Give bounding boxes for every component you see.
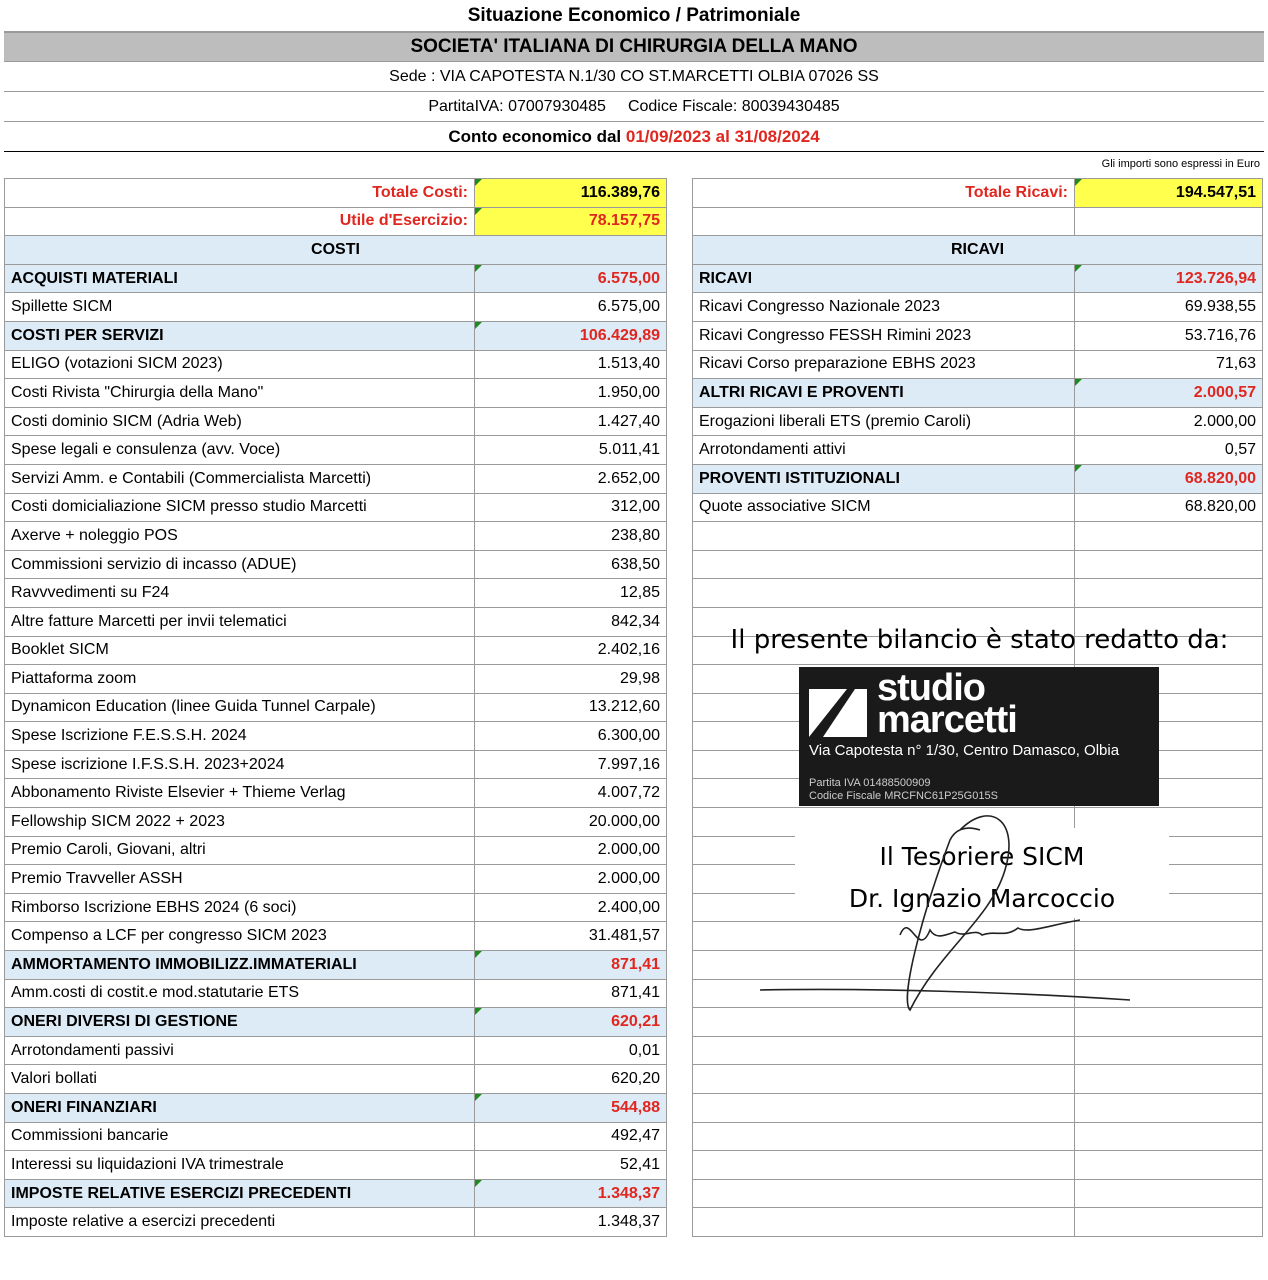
empty-cell (693, 1122, 1075, 1151)
section-label: AMMORTAMENTO IMMOBILIZZ.IMMATERIALI (5, 951, 475, 980)
section-row (693, 379, 1263, 408)
item-label: Compenso a LCF per congresso SICM 2023 (5, 922, 475, 951)
item-label: Costi Rivista "Chirurgia della Mano" (5, 379, 475, 408)
logo-fiscal: Partita IVA 01488500909 Codice Fiscale MRCFNC61P25G015S (809, 777, 998, 802)
utile-label: Utile d'Esercizio: (5, 207, 475, 236)
item-amount: 2.400,00 (475, 893, 667, 922)
item-label: Commissioni servizio di incasso (ADUE) (5, 550, 475, 579)
section-label: ONERI FINANZIARI (5, 1094, 475, 1123)
costi-heading: COSTI (5, 236, 667, 265)
table-row (693, 293, 1263, 322)
section-total: 620,21 (475, 1008, 667, 1037)
item-amount: 7.997,16 (475, 750, 667, 779)
empty-cell (693, 1036, 1075, 1065)
item-label: Ricavi Congresso FESSH Rimini 2023 (693, 321, 1075, 350)
logo-mark-icon (809, 679, 867, 737)
item-label: Costi dominio SICM (Adria Web) (5, 407, 475, 436)
item-amount: 5.011,41 (475, 436, 667, 465)
section-row (5, 1179, 667, 1208)
tesoriere-box (795, 828, 1169, 918)
table-row (5, 464, 667, 493)
item-label: Abbonamento Riviste Elsevier + Thieme Verlag (5, 779, 475, 808)
item-label: Premio Travveller ASSH (5, 865, 475, 894)
totale-costi-value: 116.389,76 (475, 179, 667, 208)
item-amount: 492,47 (475, 1122, 667, 1151)
item-amount: 13.212,60 (475, 693, 667, 722)
section-total: 106.429,89 (475, 321, 667, 350)
sede-address: Sede : VIA CAPOTESTA N.1/30 CO ST.MARCETTI OLBIA 07026 SS (4, 62, 1264, 92)
table-row (5, 1122, 667, 1151)
empty-cell (1075, 550, 1263, 579)
item-label: Spillette SICM (5, 293, 475, 322)
item-amount: 52,41 (475, 1151, 667, 1180)
empty-cell (693, 922, 1075, 951)
section-total: 1.348,37 (475, 1179, 667, 1208)
section-row (693, 264, 1263, 293)
section-total: 2.000,57 (1075, 379, 1263, 408)
section-label: IMPOSTE RELATIVE ESERCIZI PRECEDENTI (5, 1179, 475, 1208)
empty-cell (1075, 1036, 1263, 1065)
section-row (5, 1094, 667, 1123)
empty-cell (1075, 1122, 1263, 1151)
ricavi-heading: RICAVI (693, 236, 1263, 265)
empty-cell (693, 522, 1075, 551)
table-row (5, 750, 667, 779)
empty-row (693, 1036, 1263, 1065)
empty-row (693, 1179, 1263, 1208)
studio-marcetti-logo (799, 667, 1159, 806)
item-amount: 68.820,00 (1075, 493, 1263, 522)
empty-cell (1075, 579, 1263, 608)
item-amount: 842,34 (475, 607, 667, 636)
empty-cell (693, 1151, 1075, 1180)
table-row (5, 1065, 667, 1094)
item-amount: 2.000,00 (475, 836, 667, 865)
table-row (5, 979, 667, 1008)
item-amount: 0,01 (475, 1036, 667, 1065)
table-row (5, 1036, 667, 1065)
item-label: Spese legali e consulenza (avv. Voce) (5, 436, 475, 465)
section-total: 123.726,94 (1075, 264, 1263, 293)
table-row (5, 722, 667, 751)
item-label: Ricavi Congresso Nazionale 2023 (693, 293, 1075, 322)
item-amount: 6.575,00 (475, 293, 667, 322)
item-label: Spese iscrizione I.F.S.S.H. 2023+2024 (5, 750, 475, 779)
item-amount: 29,98 (475, 665, 667, 694)
item-amount: 1.950,00 (475, 379, 667, 408)
item-amount: 2.652,00 (475, 464, 667, 493)
item-amount: 31.481,57 (475, 922, 667, 951)
document-title: Situazione Economico / Patrimoniale (4, 0, 1264, 32)
item-label: Rimborso Iscrizione EBHS 2024 (6 soci) (5, 893, 475, 922)
empty-cell (1075, 207, 1263, 236)
empty-cell (1075, 951, 1263, 980)
item-amount: 1.427,40 (475, 407, 667, 436)
item-amount: 620,20 (475, 1065, 667, 1094)
totale-ricavi-value: 194.547,51 (1075, 179, 1263, 208)
tesoriere-title: Il Tesoriere SICM (879, 842, 1085, 871)
table-row (5, 865, 667, 894)
utile-value: 78.157,75 (475, 207, 667, 236)
item-amount: 12,85 (475, 579, 667, 608)
empty-row (693, 1008, 1263, 1037)
empty-cell (1075, 979, 1263, 1008)
empty-cell (693, 1208, 1075, 1237)
empty-row (693, 1122, 1263, 1151)
section-row (5, 264, 667, 293)
section-label: RICAVI (693, 264, 1075, 293)
table-row (5, 836, 667, 865)
empty-cell (693, 579, 1075, 608)
item-amount: 2.000,00 (475, 865, 667, 894)
item-label: ELIGO (votazioni SICM 2023) (5, 350, 475, 379)
empty-row (693, 979, 1263, 1008)
item-amount: 69.938,55 (1075, 293, 1263, 322)
table-row (5, 493, 667, 522)
item-amount: 53.716,76 (1075, 321, 1263, 350)
section-total: 68.820,00 (1075, 464, 1263, 493)
item-label: Premio Caroli, Giovani, altri (5, 836, 475, 865)
item-amount: 6.300,00 (475, 722, 667, 751)
section-row (5, 1008, 667, 1037)
item-label: Quote associative SICM (693, 493, 1075, 522)
table-row (5, 693, 667, 722)
costi-table (4, 178, 667, 1237)
section-total: 6.575,00 (475, 264, 667, 293)
empty-cell (693, 951, 1075, 980)
table-row (5, 379, 667, 408)
item-amount: 871,41 (475, 979, 667, 1008)
codice-fiscale: Codice Fiscale: 80039430485 (627, 97, 840, 115)
empty-row (693, 1065, 1263, 1094)
item-label: Arrotondamenti passivi (5, 1036, 475, 1065)
table-row (5, 665, 667, 694)
item-label: Interessi su liquidazioni IVA trimestrale (5, 1151, 475, 1180)
item-amount: 638,50 (475, 550, 667, 579)
item-label: Dynamicon Education (linee Guida Tunnel Carpale) (5, 693, 475, 722)
item-label: Axerve + noleggio POS (5, 522, 475, 551)
empty-cell (693, 1065, 1075, 1094)
item-label: Booklet SICM (5, 636, 475, 665)
table-row (5, 808, 667, 837)
empty-row (693, 1208, 1263, 1237)
table-row (5, 550, 667, 579)
table-row (5, 407, 667, 436)
empty-row (693, 579, 1263, 608)
empty-cell (1075, 1008, 1263, 1037)
fiscal-ids (4, 92, 1264, 122)
empty-cell (693, 550, 1075, 579)
table-row (693, 493, 1263, 522)
totale-ricavi-label: Totale Ricavi: (693, 179, 1075, 208)
item-label: Costi domicialiazione SICM presso studio Marcetti (5, 493, 475, 522)
table-row (693, 436, 1263, 465)
table-row (5, 579, 667, 608)
section-label: PROVENTI ISTITUZIONALI (693, 464, 1075, 493)
tesoriere-name: Dr. Ignazio Marcoccio (848, 884, 1116, 913)
conto-period: Conto economico dal 01/09/2023 al 31/08/2024 (4, 122, 1264, 152)
table-row (5, 293, 667, 322)
logo-address: Via Capotesta n° 1/30, Centro Damasco, Olbia (809, 742, 1120, 759)
logo-name-line1: studio (877, 667, 985, 709)
item-label: Ricavi Corso preparazione EBHS 2023 (693, 350, 1075, 379)
empty-row (693, 1094, 1263, 1123)
empty-row (693, 1151, 1263, 1180)
table-row (5, 1151, 667, 1180)
item-label: Fellowship SICM 2022 + 2023 (5, 808, 475, 837)
item-label: Altre fatture Marcetti per invii telematici (5, 607, 475, 636)
item-label: Spese Iscrizione F.E.S.S.H. 2024 (5, 722, 475, 751)
empty-row (693, 522, 1263, 551)
empty-cell (1075, 1094, 1263, 1123)
item-label: Servizi Amm. e Contabili (Commercialista Marcetti) (5, 464, 475, 493)
empty-cell (1075, 1151, 1263, 1180)
item-amount: 0,57 (1075, 436, 1263, 465)
empty-cell (1075, 922, 1263, 951)
empty-row (693, 922, 1263, 951)
section-total: 871,41 (475, 951, 667, 980)
item-amount: 312,00 (475, 493, 667, 522)
table-row (5, 1208, 667, 1237)
currency-note: Gli importi sono espressi in Euro (1101, 158, 1260, 170)
item-label: Erogazioni liberali ETS (premio Caroli) (693, 407, 1075, 436)
section-row (693, 464, 1263, 493)
item-amount: 2.402,16 (475, 636, 667, 665)
item-label: Amm.costi di costit.e mod.statutarie ETS (5, 979, 475, 1008)
table-row (693, 407, 1263, 436)
item-amount: 1.348,37 (475, 1208, 667, 1237)
empty-cell (693, 979, 1075, 1008)
empty-cell (693, 1094, 1075, 1123)
table-row (693, 321, 1263, 350)
section-row (5, 951, 667, 980)
section-label: ACQUISTI MATERIALI (5, 264, 475, 293)
table-row (5, 893, 667, 922)
item-label: Ravvvedimenti su F24 (5, 579, 475, 608)
empty-cell (1075, 1179, 1263, 1208)
empty-row (693, 951, 1263, 980)
table-row (5, 522, 667, 551)
table-row (5, 350, 667, 379)
redatto-text: Il presente bilancio è stato redatto da: (730, 625, 1229, 655)
item-amount: 1.513,40 (475, 350, 667, 379)
empty-cell (1075, 1208, 1263, 1237)
table-row (5, 779, 667, 808)
section-label: ONERI DIVERSI DI GESTIONE (5, 1008, 475, 1037)
section-row (5, 321, 667, 350)
logo-name-line2: marcetti (877, 699, 1017, 741)
item-amount: 2.000,00 (1075, 407, 1263, 436)
table-row (5, 636, 667, 665)
section-label: ALTRI RICAVI E PROVENTI (693, 379, 1075, 408)
item-label: Valori bollati (5, 1065, 475, 1094)
empty-cell (693, 207, 1075, 236)
item-label: Piattaforma zoom (5, 665, 475, 694)
table-row (5, 922, 667, 951)
totale-costi-label: Totale Costi: (5, 179, 475, 208)
item-amount: 4.007,72 (475, 779, 667, 808)
item-label: Commissioni bancarie (5, 1122, 475, 1151)
item-amount: 71,63 (1075, 350, 1263, 379)
empty-row (693, 550, 1263, 579)
item-label: Imposte relative a esercizi precedenti (5, 1208, 475, 1237)
empty-cell (693, 1179, 1075, 1208)
table-row (5, 607, 667, 636)
item-amount: 20.000,00 (475, 808, 667, 837)
empty-cell (693, 1008, 1075, 1037)
company-name: SOCIETA' ITALIANA DI CHIRURGIA DELLA MANO (4, 32, 1264, 62)
item-label: Arrotondamenti attivi (693, 436, 1075, 465)
section-total: 544,88 (475, 1094, 667, 1123)
empty-cell (1075, 522, 1263, 551)
section-label: COSTI PER SERVIZI (5, 321, 475, 350)
item-amount: 238,80 (475, 522, 667, 551)
table-row (5, 436, 667, 465)
table-row (693, 350, 1263, 379)
empty-cell (1075, 1065, 1263, 1094)
partita-iva: PartitaIVA: 07007930485 (428, 97, 606, 115)
